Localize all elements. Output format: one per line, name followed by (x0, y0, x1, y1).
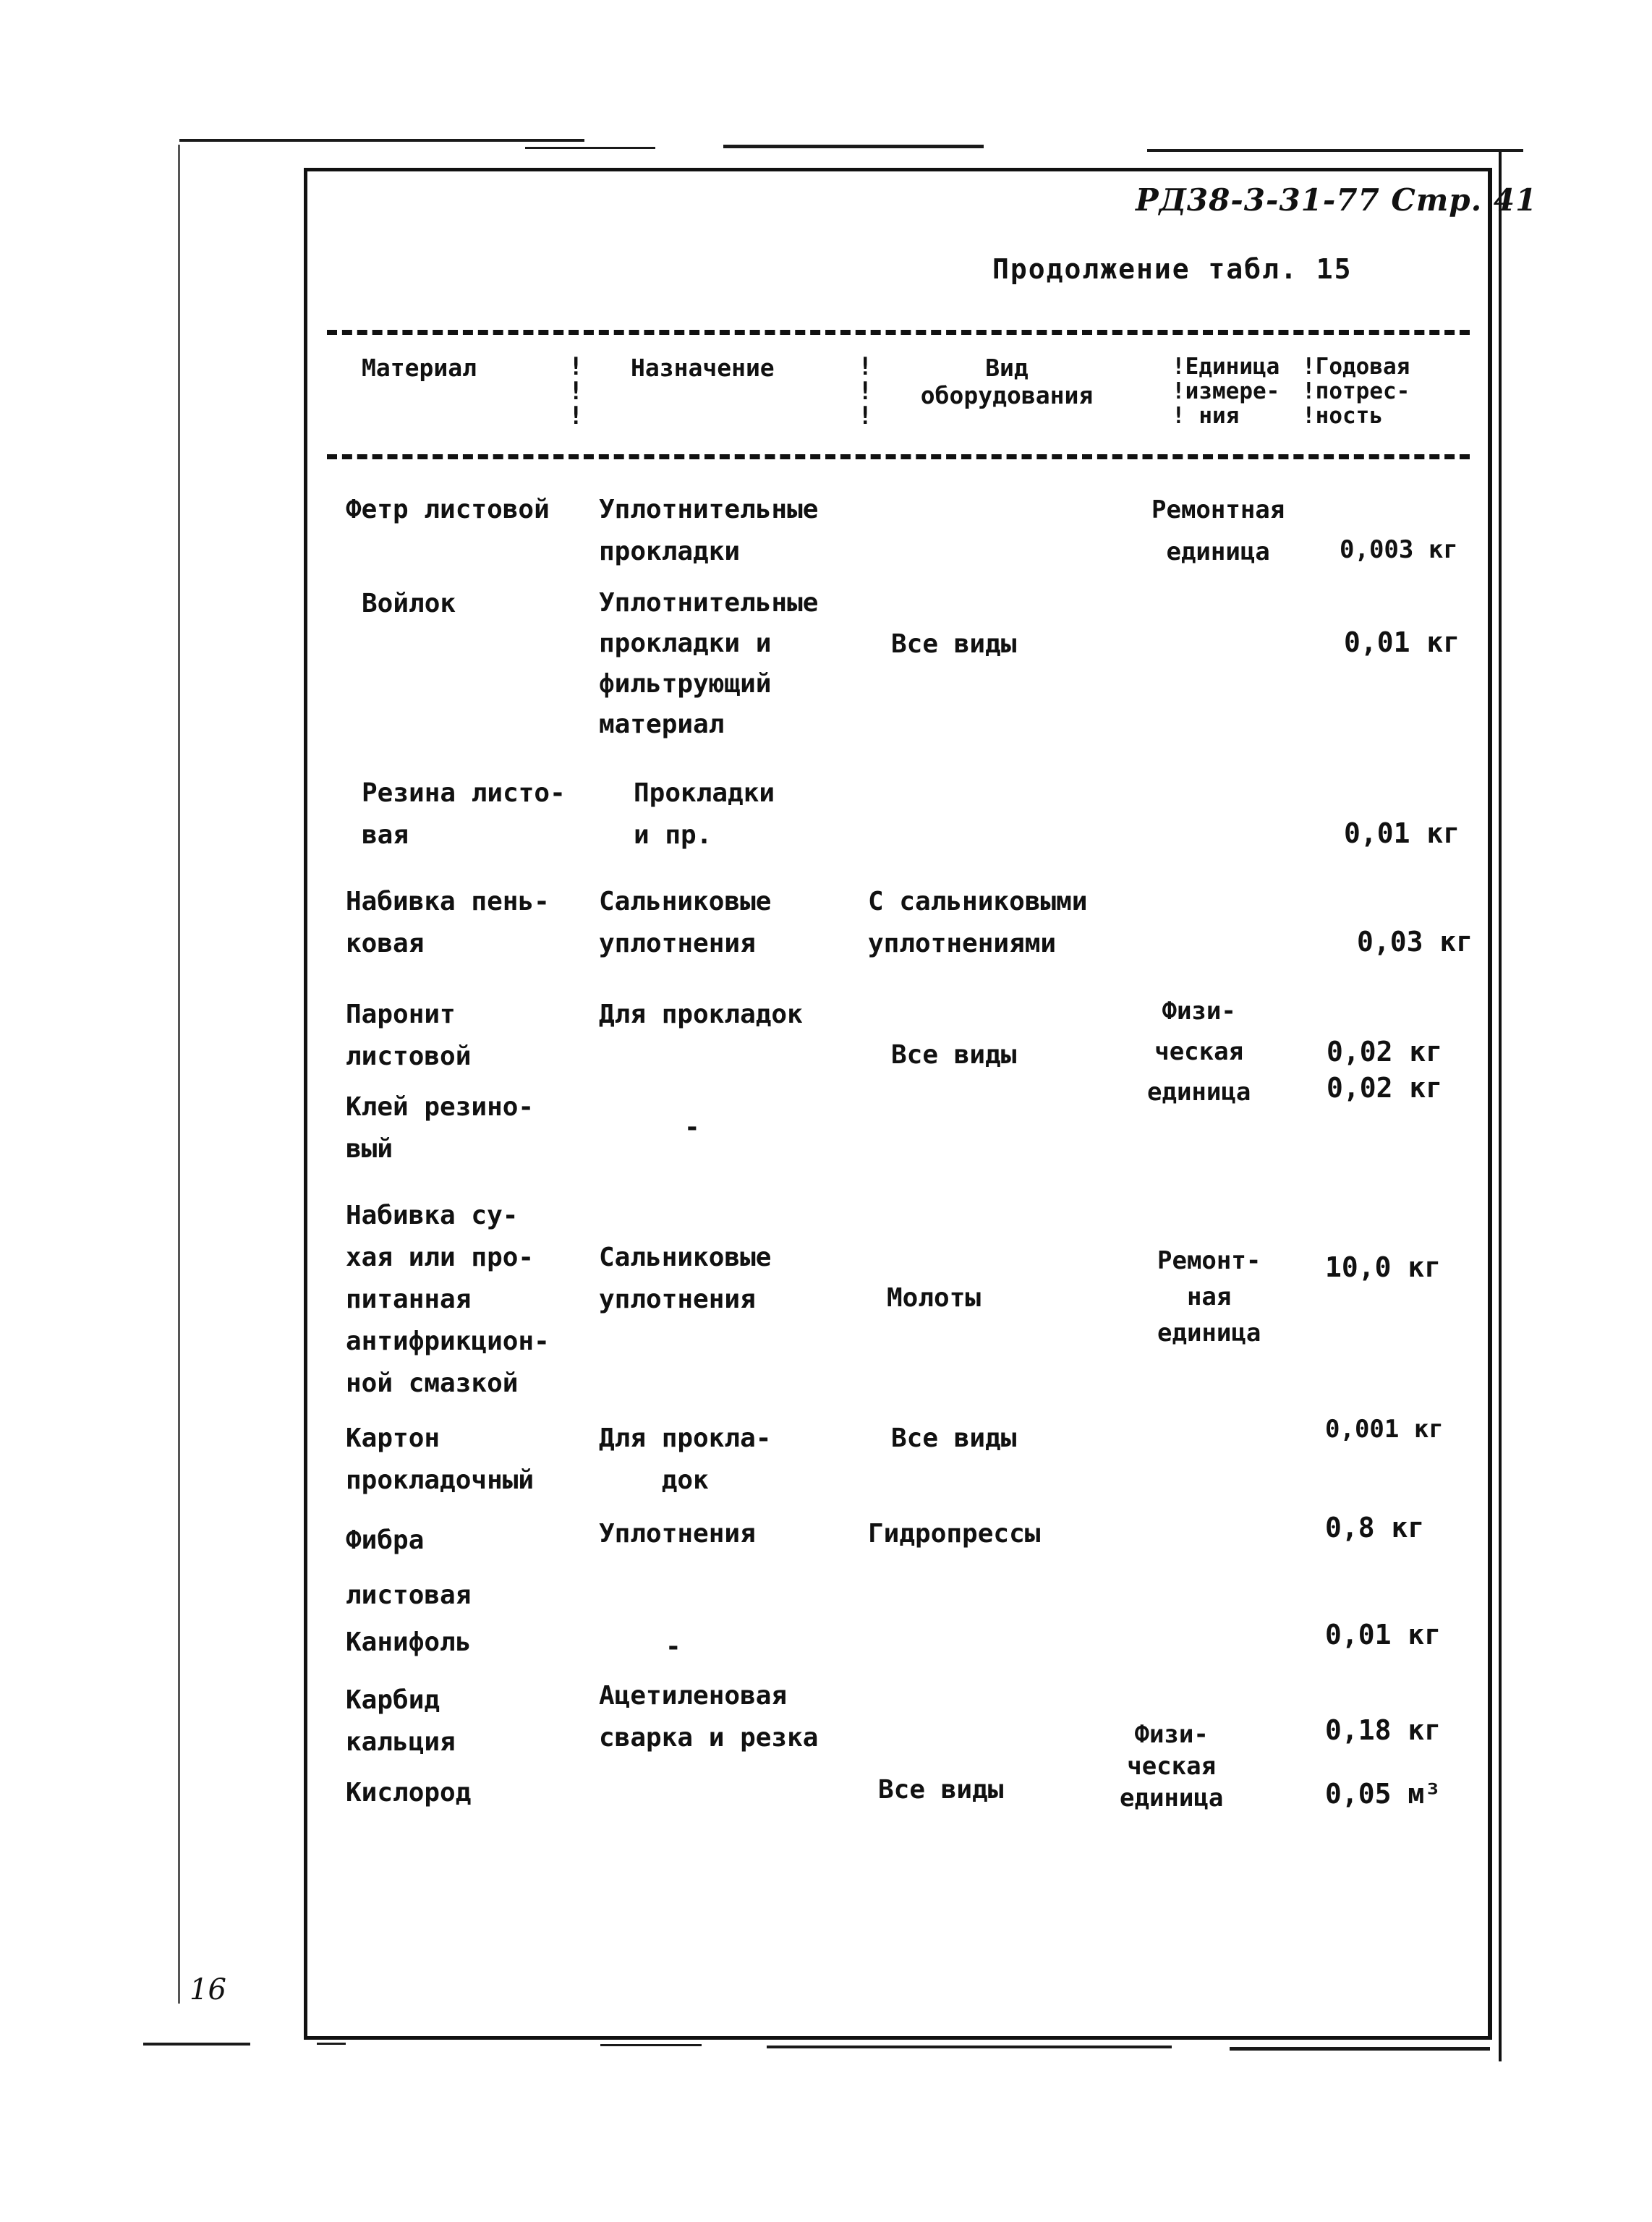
row-4-purpose: Сальниковые уплотнения (599, 887, 772, 958)
row-4-quantity: 0,03 кг (1357, 926, 1473, 958)
header-separator-1: ! ! ! (569, 352, 584, 430)
row-11-quantity: 0,18 кг (1325, 1714, 1442, 1746)
row-11-unit: Физи- ческая единица (1120, 1720, 1224, 1813)
row-2-material: Войлок (362, 589, 456, 618)
header-purpose: Назначение (631, 354, 775, 382)
row-11-purpose: Ацетиленовая сварка и резка (599, 1681, 819, 1753)
row-2-quantity: 0,01 кг (1344, 626, 1460, 658)
row-2-purpose: Уплотнительные прокладки и фильтрующий материал (599, 588, 819, 739)
row-1-purpose: Уплотнительные прокладки (599, 495, 819, 566)
row-1-material: Фетр листовой (346, 495, 550, 524)
row-7-unit: Ремонт- ная единица (1157, 1246, 1261, 1348)
header-material: Материал (362, 354, 477, 382)
row-5-purpose: Для прокладок (599, 1000, 803, 1029)
row-2-equipment: Все виды (891, 629, 1017, 659)
row-1-unit: Ремонтная единица (1151, 495, 1285, 566)
row-9-purpose: Уплотнения (599, 1519, 756, 1549)
row-7-purpose: Сальниковые уплотнения (599, 1243, 772, 1314)
page-number: 16 (190, 1973, 226, 2006)
row-3-purpose: Прокладки и пр. (634, 778, 775, 850)
scan-bottom-line-3 (600, 2044, 702, 2046)
table-caption: Продолжение табл. 15 (992, 253, 1353, 285)
row-8-material: Картон прокладочный (346, 1423, 535, 1495)
header-bottom-rule (327, 454, 1470, 459)
row-12-equipment: Все виды (878, 1775, 1004, 1805)
row-9-quantity: 0,8 кг (1325, 1512, 1425, 1544)
row-10-material: Канифоль (346, 1627, 472, 1657)
header-separator-2: ! ! ! (858, 352, 873, 430)
row-3-material: Резина листо- вая (362, 778, 566, 850)
row-10-purpose: - (665, 1632, 681, 1661)
row-7-material: Набивка су- хая или про- питанная антифрикцион- ной смазкой (346, 1201, 550, 1398)
row-6-purpose: - (684, 1112, 700, 1142)
row-7-equipment: Молоты (887, 1283, 982, 1313)
scan-top-line-3 (723, 145, 984, 148)
row-4-equipment: С сальниковыми уплотнениями (868, 887, 1088, 958)
row-12-material: Кислород (346, 1778, 472, 1808)
row-9-material: Фибра листовая (346, 1525, 472, 1610)
row-8-equipment: Все виды (891, 1423, 1017, 1453)
scan-top-line-2 (525, 147, 655, 149)
scan-bottom-line-5 (1230, 2047, 1490, 2051)
header-unit: !Единица !измере- ! ния (1172, 354, 1280, 429)
row-8-quantity: 0,001 кг (1325, 1415, 1444, 1444)
row-12-quantity: 0,05 м³ (1325, 1778, 1442, 1810)
row-4-material: Набивка пень- ковая (346, 887, 550, 958)
row-6-quantity: 0,02 кг (1327, 1072, 1443, 1104)
scan-bottom-line-1 (143, 2043, 250, 2046)
row-1-quantity: 0,003 кг (1340, 535, 1458, 564)
scan-left-line (178, 145, 180, 2004)
scan-bottom-line-4 (767, 2046, 1172, 2048)
row-3-quantity: 0,01 кг (1344, 817, 1460, 849)
scan-top-line-1 (179, 139, 584, 142)
row-5-material: Паронит листовой (346, 1000, 472, 1071)
header-top-rule (327, 330, 1470, 335)
row-5-unit: Физи- ческая единица (1147, 997, 1251, 1107)
row-10-quantity: 0,01 кг (1325, 1619, 1442, 1651)
header-equipment: Вид оборудования (920, 354, 1094, 409)
row-7-quantity: 10,0 кг (1325, 1251, 1442, 1283)
row-8-purpose: Для прокла- док (599, 1423, 772, 1495)
scan-top-line-4 (1147, 149, 1523, 152)
outer-frame-right (1499, 152, 1507, 2061)
header-annual-need: !Годовая !потреc- !ность (1302, 354, 1410, 429)
row-11-material: Карбид кальция (346, 1685, 456, 1757)
row-9-equipment: Гидропрессы (868, 1519, 1041, 1549)
row-6-material: Клей резино- вый (346, 1092, 535, 1164)
document-code: РД38-3-31-77 Стр. 41 (1136, 182, 1538, 218)
row-5-equipment: Все виды (891, 1040, 1017, 1070)
row-5-quantity: 0,02 кг (1327, 1036, 1443, 1068)
scan-bottom-line-2 (317, 2043, 346, 2045)
